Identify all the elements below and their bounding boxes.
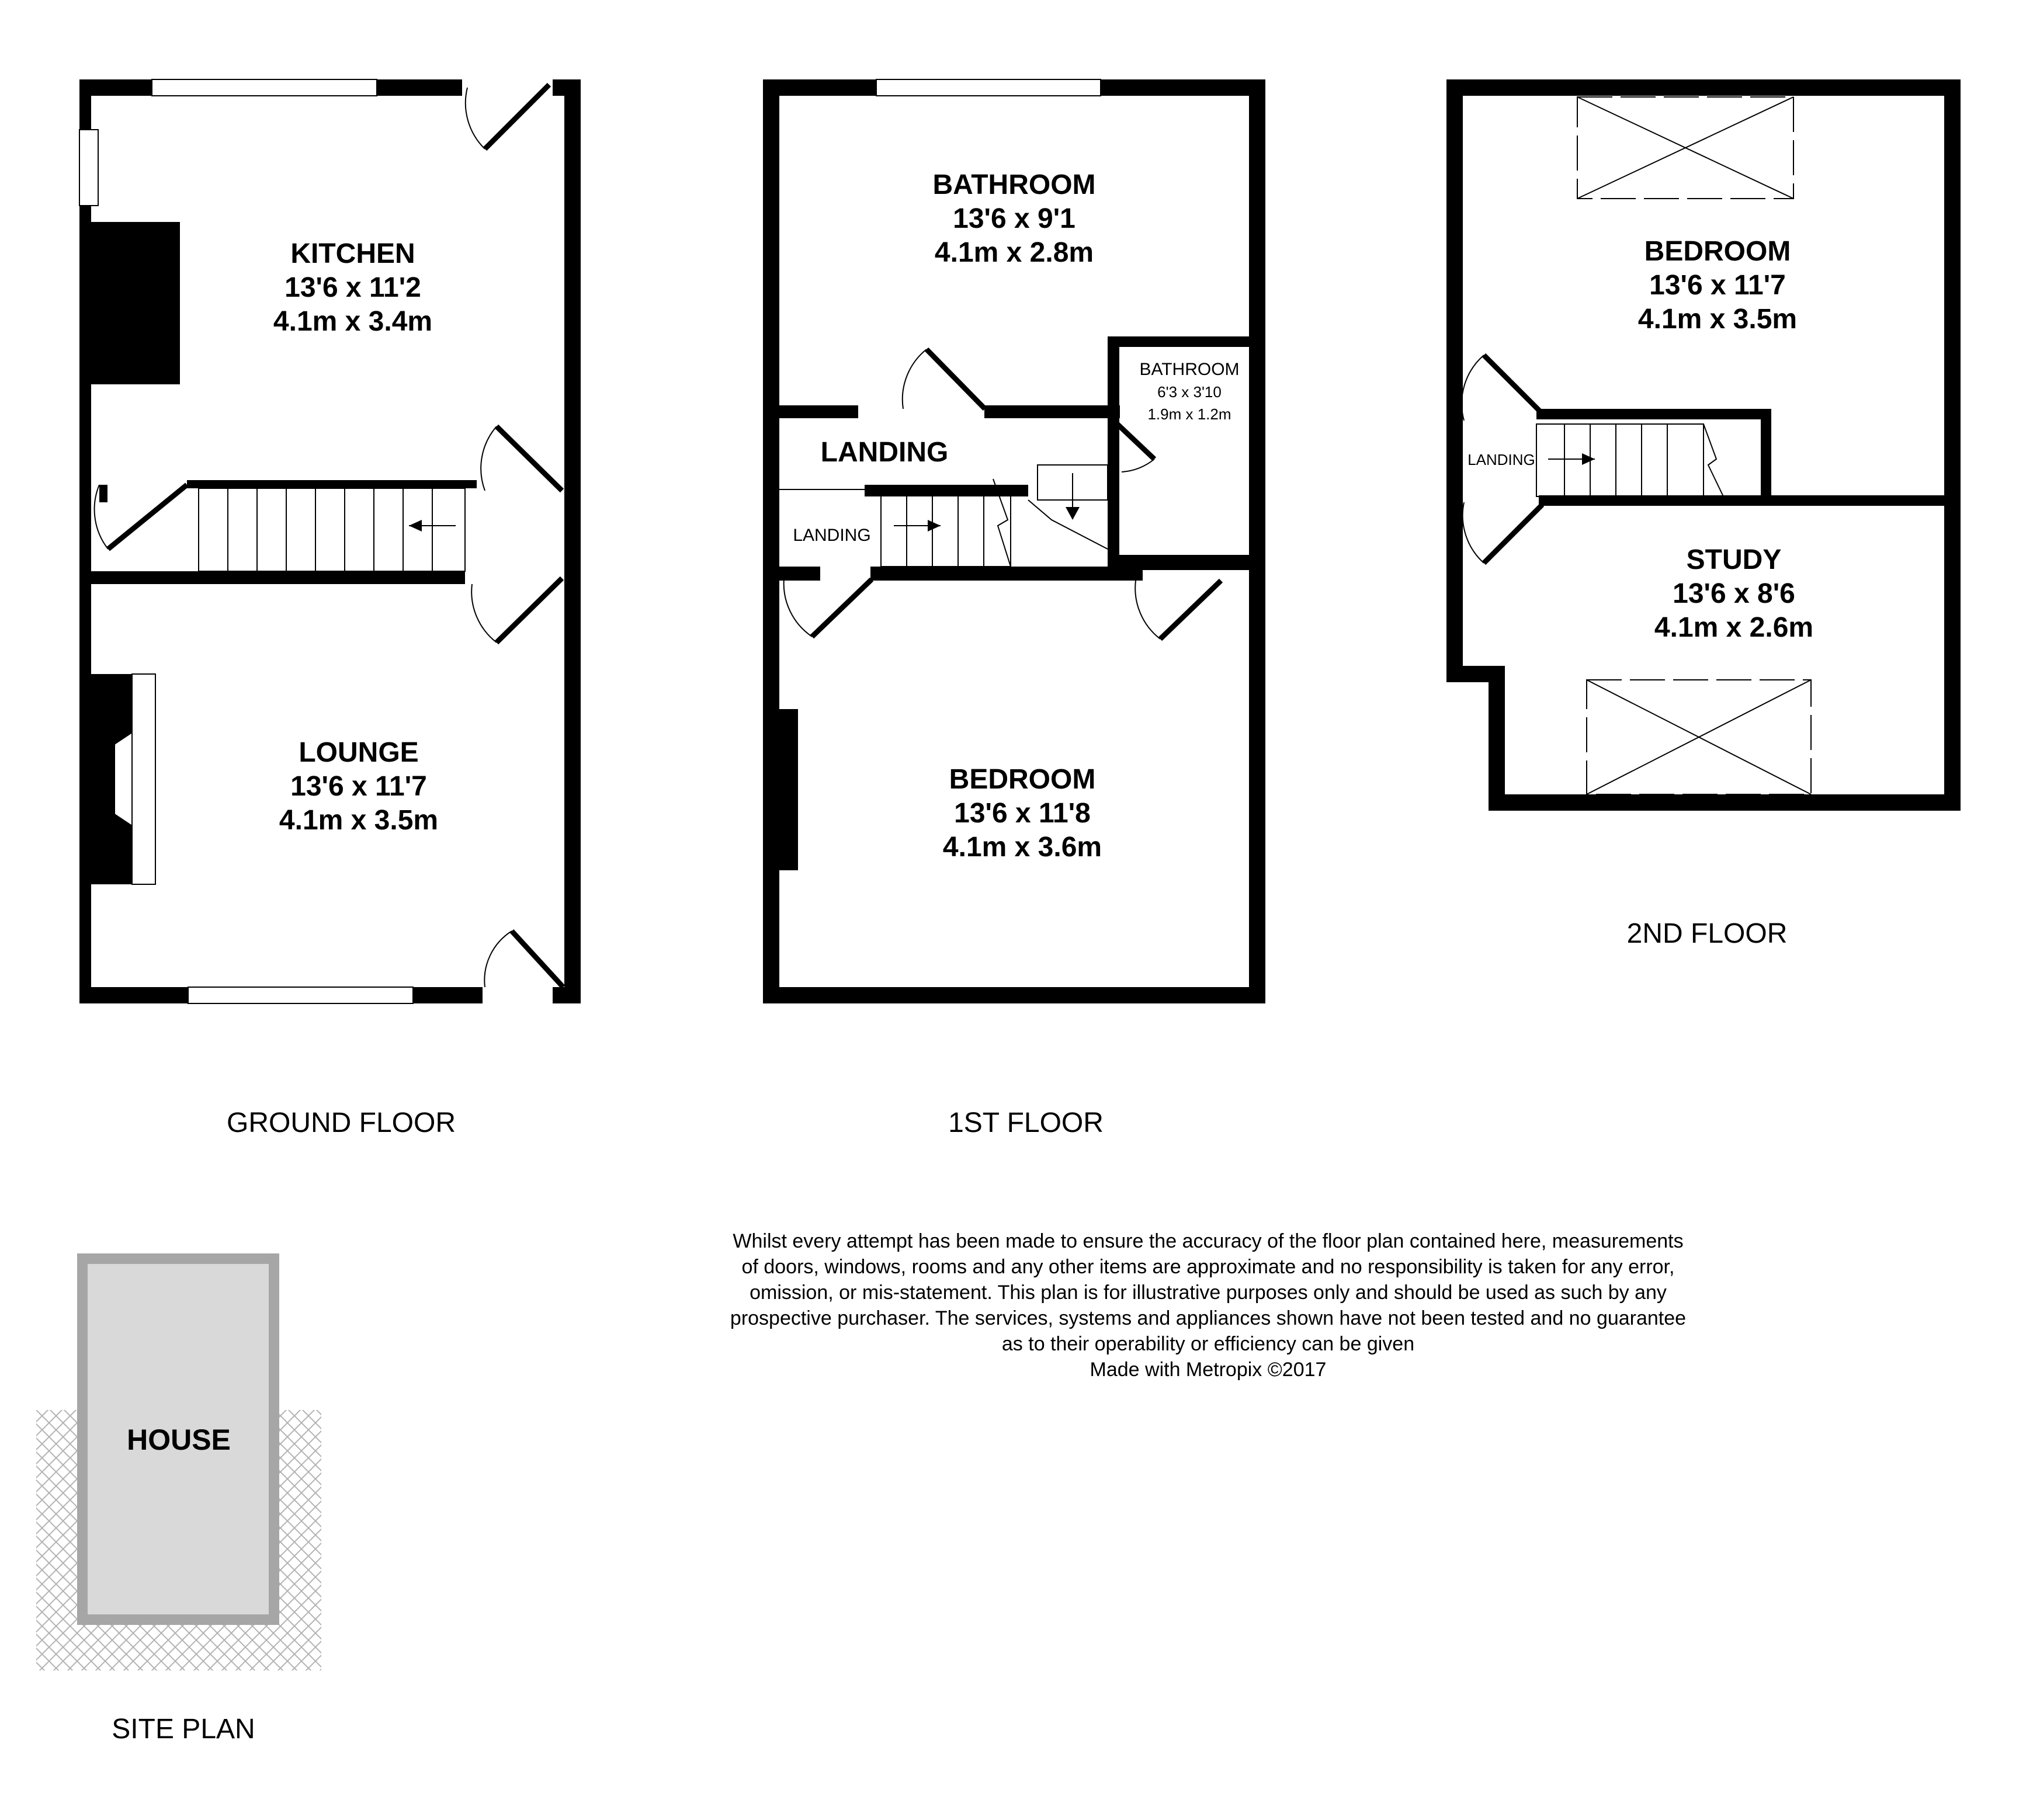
chimney-breast [779,709,798,870]
window [188,987,413,1003]
internal-wall [870,567,1143,581]
room-dimensions-metric: 4.1m x 3.5m [1637,304,1798,335]
fireplace-opening [115,732,132,826]
internal-wall [91,571,465,584]
site-house-label: HOUSE [127,1423,231,1456]
door [1135,581,1221,639]
room-name: LANDING [820,437,949,468]
wall [1249,79,1265,1003]
room-name: BEDROOM [1644,236,1791,267]
disclaimer-line: Made with Metropix ©2017 [1090,1359,1327,1381]
wall [1489,794,1961,811]
room-name: STUDY [1686,544,1782,575]
internal-wall [99,485,107,502]
skylight [1587,680,1811,794]
disclaimer [730,1230,1686,1381]
door [903,349,985,409]
internal-wall [1761,409,1771,498]
internal-wall [1108,336,1119,570]
room-name: LANDING [793,526,871,545]
internal-wall [779,567,820,581]
room-name: BEDROOM [949,764,1096,795]
chimney-breast [91,222,180,384]
room-dimensions-imperial: 13'6 x 9'1 [953,203,1075,234]
wall [564,79,581,1003]
door [784,578,872,637]
door [484,931,563,987]
skylight [1577,97,1793,199]
door [1462,355,1542,421]
wall [763,79,779,1003]
floor-label: 1ST FLOOR [948,1107,1104,1138]
floor-label: SITE PLAN [112,1714,255,1745]
door [1463,502,1542,563]
internal-wall [779,405,858,418]
disclaimer-line: Whilst every attempt has been made to ensure the accuracy of the floor plan contained here, measurements [733,1230,1684,1252]
staircase [1536,424,1723,496]
wall [553,987,581,1003]
staircase [199,488,465,571]
disclaimer-line: omission, or mis-statement. This plan is for illustrative purposes only and should be used as such by any [750,1281,1667,1304]
wall [1944,79,1961,811]
floor-label: 2ND FLOOR [1626,918,1788,949]
room-dimensions-metric: 4.1m x 3.5m [279,805,439,836]
room-name: BATHROOM [1139,360,1240,379]
room-name: LANDING [1467,451,1535,468]
wall [763,987,1265,1003]
fireplace-hearth [132,674,155,884]
internal-wall [984,405,1120,418]
wall [1446,79,1961,96]
room-dimensions-metric: 4.1m x 3.4m [273,306,433,337]
first-floor-plan [763,79,1265,1138]
room-dimensions-imperial: 13'6 x 11'2 [285,272,421,303]
disclaimer-line: of doors, windows, rooms and any other items are approximate and no responsibility is taken for any error, [741,1256,1675,1278]
wall [79,79,91,1003]
room-dimensions-imperial: 13'6 x 11'7 [290,771,427,802]
site-plan [36,1253,321,1745]
window [152,79,377,96]
second-floor-plan [1446,79,1961,949]
room-name: KITCHEN [290,238,415,269]
disclaimer-line: as to their operability or efficiency can be given [1001,1333,1415,1355]
door [481,426,562,491]
room-dimensions-imperial: 6'3 x 3'10 [1157,383,1222,401]
internal-wall [1536,409,1771,419]
wall [1489,666,1505,811]
room-dimensions-imperial: 13'6 x 8'6 [1673,578,1795,609]
door [95,485,187,549]
room-name: LOUNGE [299,737,419,768]
window [876,79,1101,96]
window [79,130,98,206]
ground-floor-plan [79,79,581,1138]
internal-wall [1108,336,1249,347]
door [466,85,549,149]
room-dimensions-imperial: 13'6 x 11'8 [954,798,1091,829]
room-dimensions-metric: 4.1m x 2.6m [1654,612,1814,643]
room-name: BATHROOM [932,169,1096,200]
room-dimensions-metric: 4.1m x 3.6m [942,832,1102,863]
disclaimer-line: prospective purchaser. The services, systems and appliances shown have not been tested and no guarantee [730,1307,1687,1329]
staircase [881,465,1108,567]
door [471,578,562,642]
room-dimensions-metric: 4.1m x 2.8m [934,237,1094,268]
floor-label: GROUND FLOOR [226,1107,456,1138]
wall [1446,79,1463,682]
room-dimensions-imperial: 13'6 x 11'7 [1649,270,1786,301]
internal-wall [187,480,477,488]
room-dimensions-metric: 1.9m x 1.2m [1147,405,1231,423]
